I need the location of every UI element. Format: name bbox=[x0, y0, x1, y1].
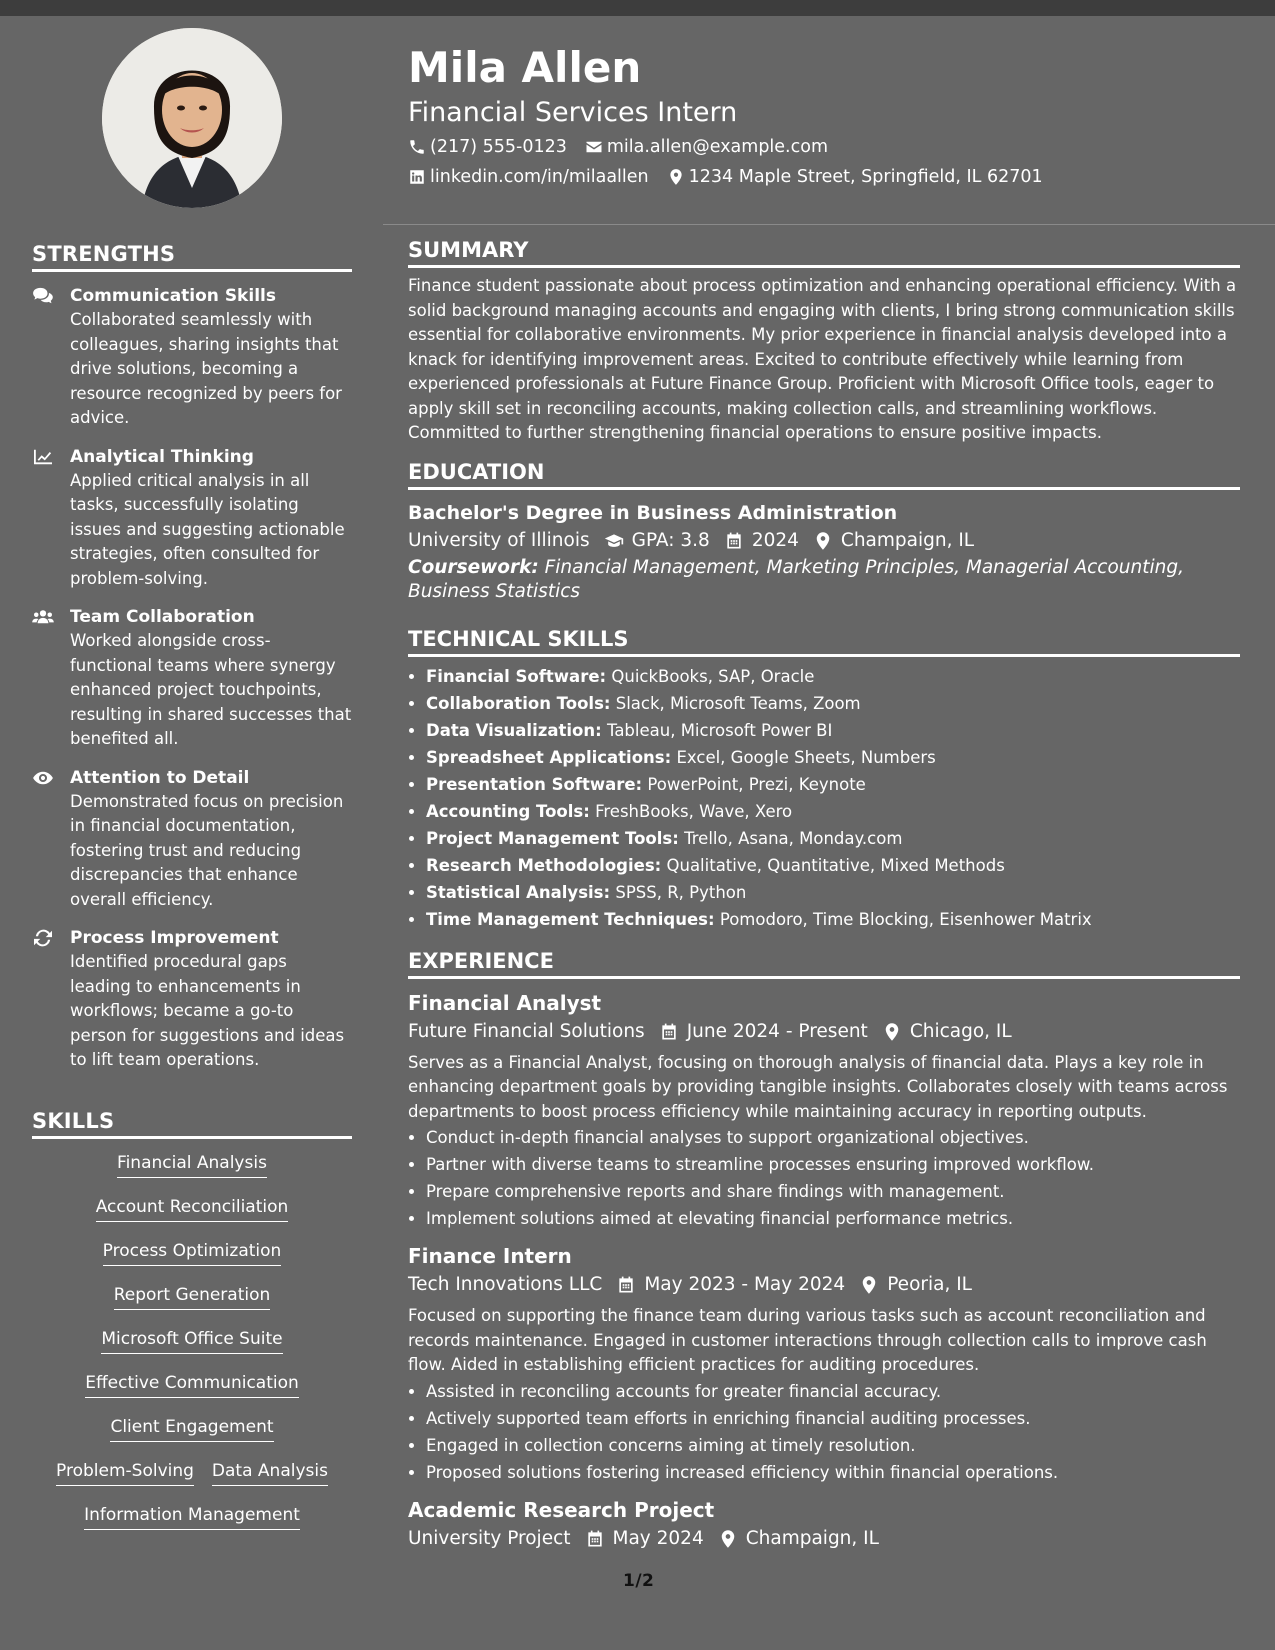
map-marker-icon bbox=[882, 1022, 902, 1042]
email-text: mila.allen@example.com bbox=[606, 137, 829, 157]
school-name: University of Illinois bbox=[408, 529, 590, 551]
company-name: Future Financial Solutions bbox=[408, 1020, 645, 1042]
strengths-section bbox=[32, 242, 352, 1073]
job-description: Serves as a Financial Analyst, focusing on thorough analysis of financial data. Plays a key role in enhancing department goals by providing tangible insights. Collaborates closely with teams across departments to boost process efficiency while maintaining accuracy in reporting outputs. bbox=[408, 1052, 1228, 1121]
list-item: • Assisted in reconciling accounts for greater financial accuracy. bbox=[426, 1378, 1240, 1405]
skill-tag: Information Management bbox=[84, 1503, 300, 1530]
list-item: • Statistical Analysis: SPSS, R, Python bbox=[426, 879, 1240, 906]
job-description: Focused on supporting the finance team during various tasks such as account reconciliation and records maintenance. Engaged in customer interactions through collection calls to improve cash flow. Aided in establishing efficient practices for auditing procedures. bbox=[408, 1306, 1207, 1374]
list-item: • Engaged in collection concerns aiming at timely resolution. bbox=[426, 1432, 1240, 1459]
summary-section bbox=[408, 238, 1240, 446]
skill-tag: Financial Analysis bbox=[117, 1151, 267, 1178]
summary-title: SUMMARY bbox=[408, 238, 1240, 268]
list-item: • Presentation Software: PowerPoint, Prezi, Keynote bbox=[426, 771, 1240, 798]
map-marker-icon bbox=[718, 1529, 738, 1549]
calendar-icon bbox=[616, 1275, 636, 1295]
contact-row bbox=[408, 164, 1248, 190]
avatar-portrait-icon bbox=[102, 28, 282, 208]
header-divider bbox=[383, 224, 1275, 225]
graduation-cap-icon bbox=[604, 531, 624, 551]
technical-skills-title: TECHNICAL SKILLS bbox=[408, 627, 1240, 657]
list-item: • Actively supported team efforts in enriching financial auditing processes. bbox=[426, 1405, 1240, 1432]
list-item: • Time Management Techniques: Pomodoro, Time Blocking, Eisenhower Matrix bbox=[426, 906, 1240, 933]
map-marker-icon bbox=[859, 1275, 879, 1295]
job-location: Champaign, IL bbox=[745, 1527, 879, 1549]
users-icon bbox=[32, 605, 70, 752]
skill-tag: Process Optimization bbox=[103, 1239, 282, 1266]
strength-title: Team Collaboration bbox=[70, 607, 255, 627]
contact-address bbox=[667, 164, 1043, 190]
skill-tag: Microsoft Office Suite bbox=[101, 1327, 282, 1354]
strength-description: Demonstrated focus on precision in financial documentation, fostering trust and reducing discrepancies that enhance overall efficiency. bbox=[70, 791, 344, 909]
map-marker-icon bbox=[813, 531, 833, 551]
job-dates: May 2023 - May 2024 bbox=[644, 1274, 846, 1295]
summary-text: Finance student passionate about process optimization and enhancing operational efficiency. With a solid background managing accounts and engaging with clients, I bring strong communication skills essential for collaborative environments. My prior experience in financial analysis developed into a knack for identifying improvement areas. Excited to contribute effectively while learning from experienced professionals at Future Finance Group. Proficient with Microsoft Office tools, eager to apply skill set in reconciling accounts, making collection calls, and streamlining workflows. Committed to further strengthening financial operations to ensure positive impacts. bbox=[408, 276, 1237, 442]
job-meta bbox=[408, 1270, 1240, 1300]
resume-header bbox=[408, 42, 1248, 190]
linkedin-text: linkedin.com/in/milaallen bbox=[430, 167, 649, 187]
map-marker-icon bbox=[667, 168, 685, 186]
list-item: • Collaboration Tools: Slack, Microsoft Teams, Zoom bbox=[426, 690, 1240, 717]
contact-linkedin[interactable] bbox=[408, 164, 649, 190]
skill-tag: Effective Communication bbox=[85, 1371, 299, 1398]
strength-description: Applied critical analysis in all tasks, successfully isolating issues and suggesting actionable strategies, often consulted for problem-solving. bbox=[70, 470, 345, 588]
skill-list bbox=[32, 1151, 352, 1547]
job-meta bbox=[408, 1017, 1240, 1047]
job-bullets bbox=[408, 1378, 1240, 1486]
job-bullets bbox=[408, 1124, 1240, 1232]
main-column bbox=[408, 238, 1240, 1554]
list-item: • Proposed solutions fostering increased efficiency within financial operations. bbox=[426, 1459, 1240, 1486]
job-title: Finance Intern bbox=[408, 1244, 572, 1268]
education-section bbox=[408, 460, 1240, 605]
technical-skills-list bbox=[408, 663, 1240, 933]
job-dates: May 2024 bbox=[612, 1527, 704, 1549]
job-meta bbox=[408, 1524, 1240, 1554]
chart-line-icon bbox=[32, 445, 70, 592]
phone-text: (217) 555-0123 bbox=[430, 137, 567, 157]
job-location: Peoria, IL bbox=[887, 1274, 972, 1295]
skills-section bbox=[32, 1109, 352, 1547]
list-item: • Prepare comprehensive reports and share findings with management. bbox=[426, 1178, 1240, 1205]
address-text: 1234 Maple Street, Springfield, IL 62701 bbox=[688, 167, 1043, 187]
eye-icon bbox=[32, 766, 70, 913]
phone-icon bbox=[408, 138, 426, 156]
candidate-role: Financial Services Intern bbox=[408, 97, 738, 128]
strength-title: Attention to Detail bbox=[70, 767, 250, 788]
gpa-text: GPA: 3.8 bbox=[631, 529, 710, 551]
candidate-name: Mila Allen bbox=[408, 43, 642, 92]
strength-description: Identified procedural gaps leading to enhancements in workflows; became a go-to person for suggestions and ideas to lift team operations. bbox=[70, 952, 345, 1069]
skill-tag: Account Reconciliation bbox=[96, 1195, 289, 1222]
education-meta bbox=[408, 526, 1240, 556]
coursework bbox=[408, 556, 1240, 605]
list-item: • Research Methodologies: Qualitative, Quantitative, Mixed Methods bbox=[426, 852, 1240, 879]
strength-description: Worked alongside cross-functional teams where synergy enhanced project touchpoints, resulting in shared successes that benefited all. bbox=[70, 631, 352, 748]
education-title: EDUCATION bbox=[408, 460, 1240, 490]
skill-tag: Client Engagement bbox=[110, 1415, 273, 1442]
company-name: University Project bbox=[408, 1527, 571, 1549]
coursework-list: Financial Management, Marketing Principles, Managerial Accounting, Business Statistics bbox=[408, 556, 1184, 602]
calendar-icon bbox=[659, 1022, 679, 1042]
job-entry bbox=[408, 1496, 1240, 1554]
strength-item bbox=[32, 284, 352, 431]
list-item: • Accounting Tools: FreshBooks, Wave, Xero bbox=[426, 798, 1240, 825]
list-item: • Partner with diverse teams to streamline processes ensuring improved workflow. bbox=[426, 1151, 1240, 1178]
degree-title: Bachelor's Degree in Business Administration bbox=[408, 501, 898, 524]
calendar-icon bbox=[724, 531, 744, 551]
contact-email[interactable] bbox=[585, 134, 828, 160]
experience-section bbox=[408, 949, 1240, 1554]
school-location: Champaign, IL bbox=[840, 529, 975, 551]
calendar-icon bbox=[585, 1529, 605, 1549]
job-title: Academic Research Project bbox=[408, 1497, 715, 1522]
job-entry bbox=[408, 989, 1240, 1233]
strength-item bbox=[32, 605, 352, 752]
strength-item bbox=[32, 445, 352, 592]
strength-item bbox=[32, 766, 352, 913]
strength-title: Analytical Thinking bbox=[70, 446, 254, 467]
strength-title: Communication Skills bbox=[70, 286, 276, 306]
graduation-year: 2024 bbox=[751, 529, 799, 551]
strengths-title: STRENGTHS bbox=[32, 242, 352, 272]
technical-skills-section bbox=[408, 627, 1240, 933]
strength-item bbox=[32, 926, 352, 1073]
strength-description: Collaborated seamlessly with colleagues, sharing insights that drive solutions, becoming a resource recognized by peers for advice. bbox=[70, 310, 342, 427]
page-number: 1/2 bbox=[623, 1571, 655, 1591]
skill-tag: Problem-Solving bbox=[56, 1459, 194, 1486]
list-item: • Spreadsheet Applications: Excel, Google Sheets, Numbers bbox=[426, 744, 1240, 771]
contact-phone[interactable] bbox=[408, 134, 567, 160]
job-location: Chicago, IL bbox=[909, 1020, 1012, 1042]
list-item: • Implement solutions aimed at elevating financial performance metrics. bbox=[426, 1205, 1240, 1232]
list-item: • Financial Software: QuickBooks, SAP, Oracle bbox=[426, 663, 1240, 690]
job-dates: June 2024 - Present bbox=[686, 1020, 868, 1042]
list-item: • Data Visualization: Tableau, Microsoft Power BI bbox=[426, 717, 1240, 744]
skill-tag: Data Analysis bbox=[212, 1459, 328, 1486]
company-name: Tech Innovations LLC bbox=[408, 1274, 603, 1295]
skills-title: SKILLS bbox=[32, 1109, 352, 1139]
profile-photo bbox=[102, 28, 282, 208]
envelope-icon bbox=[585, 138, 603, 156]
comments-icon bbox=[32, 284, 70, 431]
list-item: • Conduct in-depth financial analyses to support organizational objectives. bbox=[426, 1124, 1240, 1151]
job-title: Financial Analyst bbox=[408, 990, 602, 1015]
sync-icon bbox=[32, 926, 70, 1073]
strength-title: Process Improvement bbox=[70, 928, 279, 948]
contact-row bbox=[408, 134, 1248, 160]
list-item: • Project Management Tools: Trello, Asana, Monday.com bbox=[426, 825, 1240, 852]
skill-tag: Report Generation bbox=[114, 1283, 271, 1310]
linkedin-icon bbox=[408, 168, 426, 186]
coursework-label: Coursework: bbox=[408, 556, 539, 578]
experience-title: EXPERIENCE bbox=[408, 949, 1240, 979]
top-bar bbox=[0, 0, 1275, 16]
job-entry bbox=[408, 1242, 1240, 1486]
